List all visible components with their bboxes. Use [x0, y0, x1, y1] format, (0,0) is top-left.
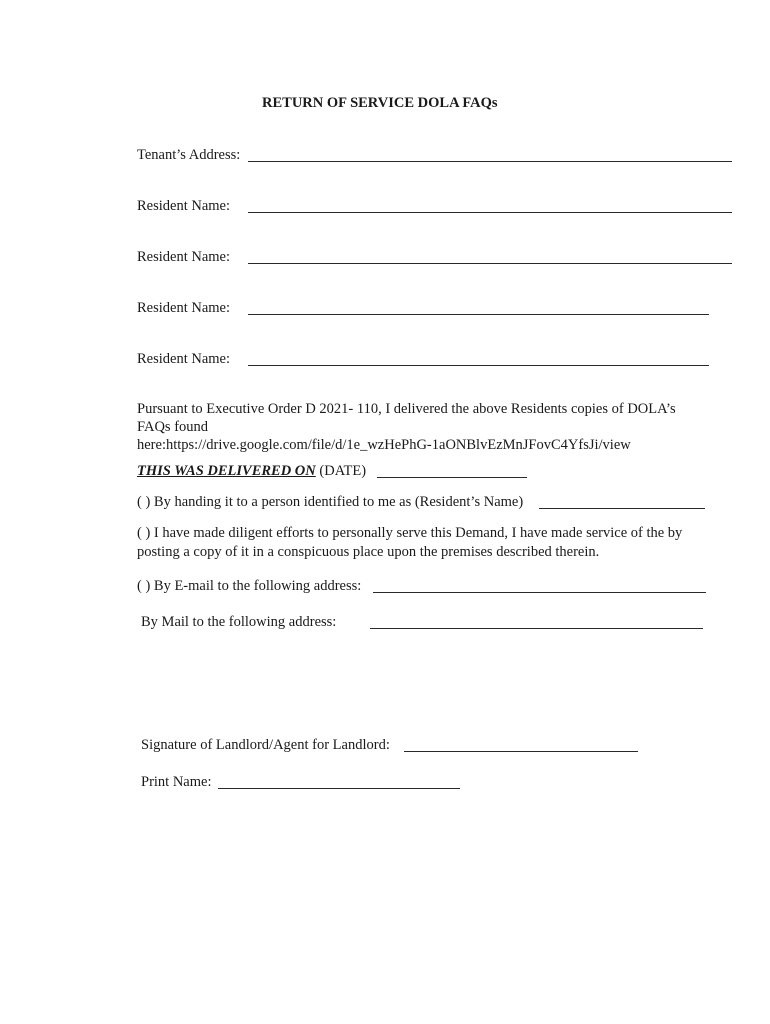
tenant-address-field[interactable] [248, 161, 732, 162]
option-email-text: ( ) By E-mail to the following address: [137, 578, 362, 594]
print-name-field[interactable] [218, 788, 460, 789]
option-hand-text: ( ) By handing it to a person identified to me as (Resident’s Name) [137, 494, 524, 510]
hand-resident-name-field[interactable] [539, 508, 705, 509]
resident-name-label-3: Resident Name: [137, 300, 231, 316]
date-field[interactable] [377, 477, 527, 478]
delivered-on-row [137, 462, 366, 480]
resident-name-label-1: Resident Name: [137, 198, 231, 214]
delivered-heading: THIS WAS DELIVERED ON [137, 463, 316, 479]
signature-label: Signature of Landlord/Agent for Landlord: [141, 737, 390, 753]
mail-address-field[interactable] [370, 628, 703, 629]
document-title: RETURN OF SERVICE DOLA FAQs [262, 95, 498, 111]
option-post-line-2: posting a copy of it in a conspicuous place upon the premises described therein. [137, 544, 600, 560]
resident-name-field-2[interactable] [248, 263, 732, 264]
signature-field[interactable] [404, 751, 638, 752]
option-mail-text: By Mail to the following address: [141, 614, 337, 630]
faqs-found-text: FAQs found [137, 419, 209, 435]
option-post-line-1: ( ) I have made diligent efforts to personally serve this Demand, I have made service of the by [137, 525, 683, 541]
resident-name-field-4[interactable] [248, 365, 709, 366]
tenant-address-label: Tenant’s Address: [137, 147, 241, 163]
pursuant-text: Pursuant to Executive Order D 2021- 110, I delivered the above Residents copies of DOLA’s [137, 401, 676, 417]
resident-name-label-4: Resident Name: [137, 351, 231, 367]
resident-name-field-1[interactable] [248, 212, 732, 213]
date-label: (DATE) [319, 463, 367, 479]
print-name-label: Print Name: [141, 774, 212, 790]
faqs-link[interactable]: here:https://drive.google.com/file/d/1e_wzHePhG-1aONBlvEzMnJFovC4YfsJi/view [137, 437, 631, 453]
resident-name-field-3[interactable] [248, 314, 709, 315]
email-address-field[interactable] [373, 592, 706, 593]
resident-name-label-2: Resident Name: [137, 249, 231, 265]
